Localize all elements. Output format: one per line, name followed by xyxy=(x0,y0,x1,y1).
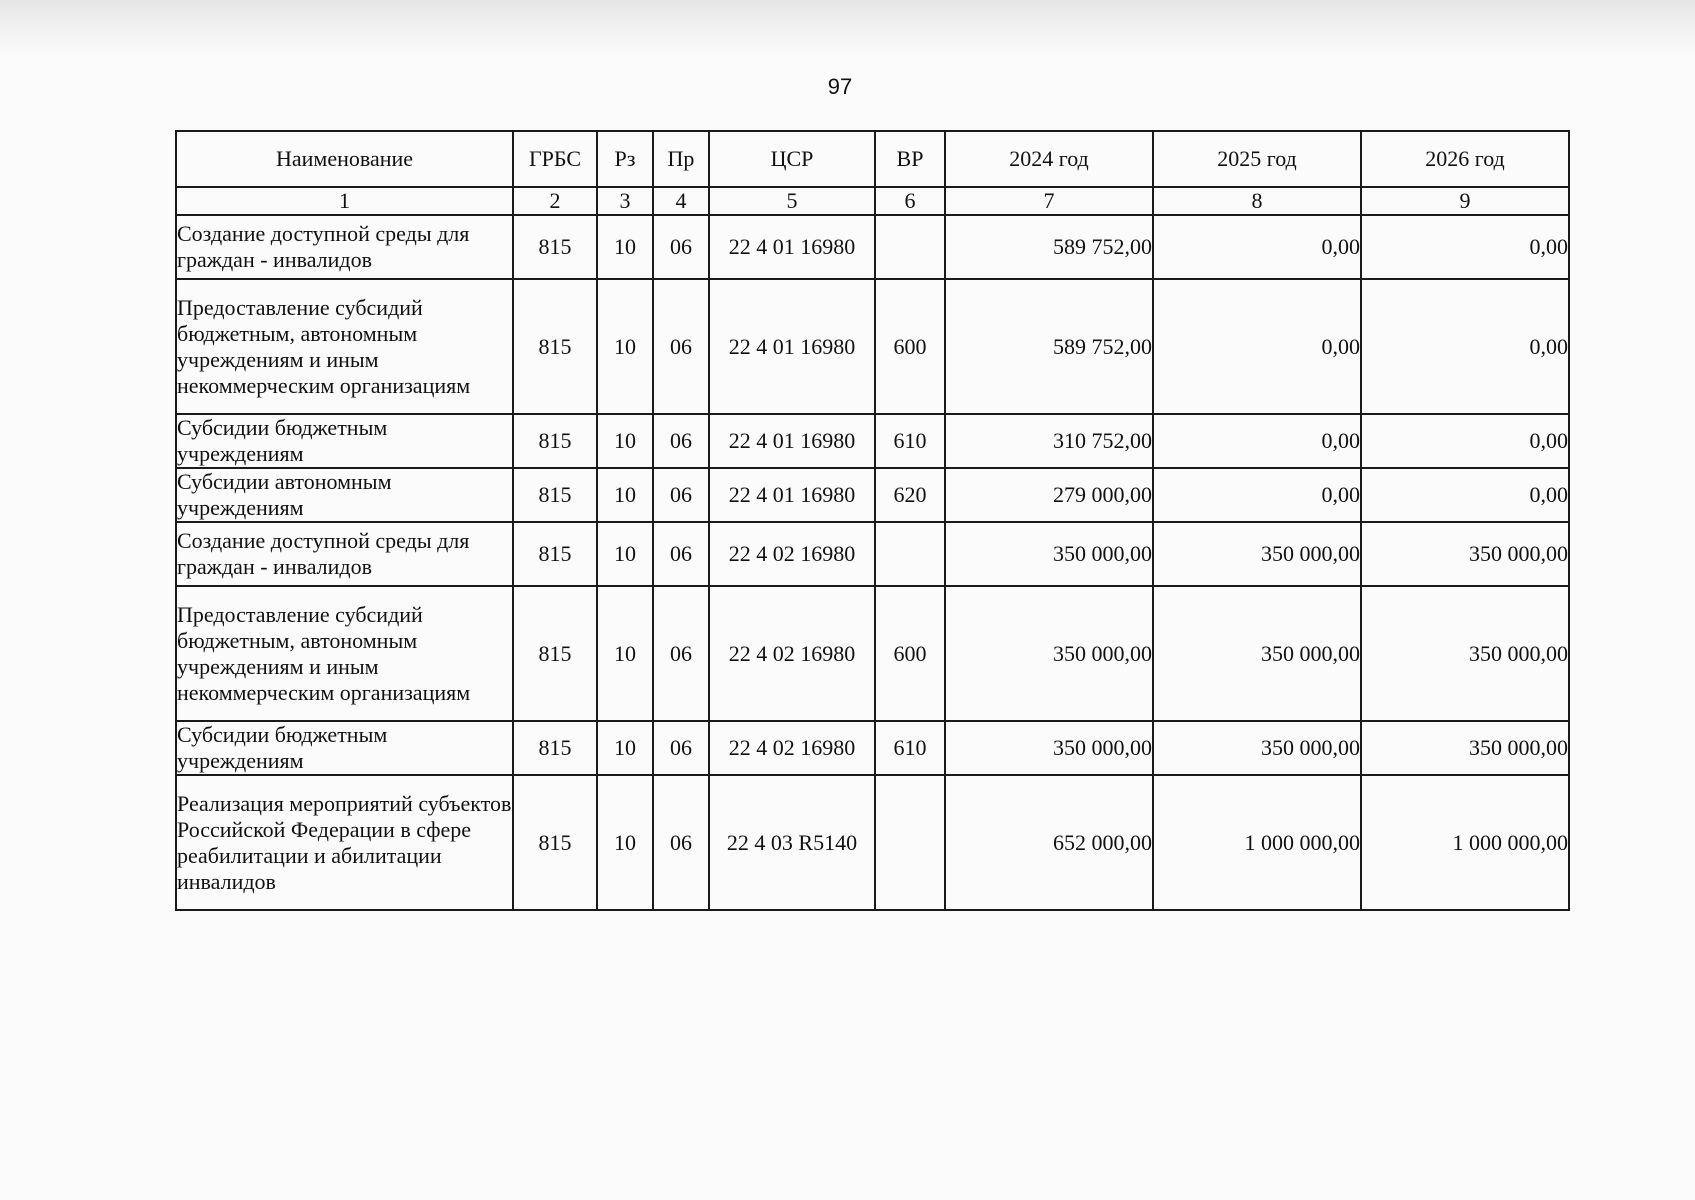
table-row xyxy=(176,468,1569,522)
row-csr: 22 4 02 16980 xyxy=(709,522,875,586)
row-name: Предоставление субсидий бюджетным, автономным учреждениям и иным некоммерческим организациям xyxy=(176,279,513,414)
row-2025: 350 000,00 xyxy=(1153,522,1361,586)
row-2025: 0,00 xyxy=(1153,279,1361,414)
row-grbs: 815 xyxy=(513,215,597,279)
row-pr: 06 xyxy=(653,468,709,522)
row-2025: 0,00 xyxy=(1153,414,1361,468)
row-vr: 610 xyxy=(875,414,945,468)
row-name: Создание доступной среды для граждан - инвалидов xyxy=(176,522,513,586)
row-name: Субсидии автономным учреждениям xyxy=(176,468,513,522)
row-2024: 279 000,00 xyxy=(945,468,1153,522)
column-number: 4 xyxy=(653,187,709,215)
row-2025: 0,00 xyxy=(1153,215,1361,279)
row-csr: 22 4 01 16980 xyxy=(709,468,875,522)
header-csr: ЦСР xyxy=(709,131,875,187)
row-csr: 22 4 02 16980 xyxy=(709,586,875,721)
row-grbs: 815 xyxy=(513,414,597,468)
header-vr: ВР xyxy=(875,131,945,187)
row-csr: 22 4 01 16980 xyxy=(709,414,875,468)
row-pr: 06 xyxy=(653,414,709,468)
row-name: Реализация мероприятий субъектов Российской Федерации в сфере реабилитации и абилитации инвалидов xyxy=(176,775,513,910)
row-2024: 589 752,00 xyxy=(945,215,1153,279)
row-grbs: 815 xyxy=(513,468,597,522)
row-csr: 22 4 02 16980 xyxy=(709,721,875,775)
row-grbs: 815 xyxy=(513,775,597,910)
table-row xyxy=(176,522,1569,586)
row-2024: 652 000,00 xyxy=(945,775,1153,910)
row-grbs: 815 xyxy=(513,522,597,586)
header-pr: Пр xyxy=(653,131,709,187)
column-number: 7 xyxy=(945,187,1153,215)
header-2026: 2026 год xyxy=(1361,131,1569,187)
row-vr: 600 xyxy=(875,279,945,414)
row-grbs: 815 xyxy=(513,279,597,414)
row-rz: 10 xyxy=(597,414,653,468)
row-csr: 22 4 01 16980 xyxy=(709,215,875,279)
row-rz: 10 xyxy=(597,468,653,522)
table-row xyxy=(176,775,1569,910)
row-2025: 350 000,00 xyxy=(1153,586,1361,721)
row-2025: 1 000 000,00 xyxy=(1153,775,1361,910)
row-vr xyxy=(875,215,945,279)
header-2024: 2024 год xyxy=(945,131,1153,187)
row-rz: 10 xyxy=(597,215,653,279)
column-number-row xyxy=(176,187,1569,215)
row-vr: 610 xyxy=(875,721,945,775)
row-2024: 350 000,00 xyxy=(945,721,1153,775)
budget-table xyxy=(175,130,1570,911)
column-number: 3 xyxy=(597,187,653,215)
row-vr: 600 xyxy=(875,586,945,721)
table-row xyxy=(176,279,1569,414)
page-number: 97 xyxy=(827,74,853,99)
row-vr xyxy=(875,522,945,586)
row-2026: 350 000,00 xyxy=(1361,721,1569,775)
row-2025: 0,00 xyxy=(1153,468,1361,522)
row-2026: 350 000,00 xyxy=(1361,586,1569,721)
row-pr: 06 xyxy=(653,279,709,414)
row-name: Предоставление субсидий бюджетным, автономным учреждениям и иным некоммерческим организациям xyxy=(176,586,513,721)
header-row xyxy=(176,131,1569,187)
column-number: 1 xyxy=(176,187,513,215)
row-name: Субсидии бюджетным учреждениям xyxy=(176,414,513,468)
row-2026: 0,00 xyxy=(1361,414,1569,468)
row-2026: 0,00 xyxy=(1361,468,1569,522)
row-csr: 22 4 03 R5140 xyxy=(709,775,875,910)
row-2026: 350 000,00 xyxy=(1361,522,1569,586)
column-number: 9 xyxy=(1361,187,1569,215)
row-rz: 10 xyxy=(597,721,653,775)
row-2024: 589 752,00 xyxy=(945,279,1153,414)
row-2026: 0,00 xyxy=(1361,279,1569,414)
row-rz: 10 xyxy=(597,522,653,586)
row-2024: 350 000,00 xyxy=(945,586,1153,721)
column-number: 2 xyxy=(513,187,597,215)
row-name: Создание доступной среды для граждан - инвалидов xyxy=(176,215,513,279)
column-number: 5 xyxy=(709,187,875,215)
row-2026: 1 000 000,00 xyxy=(1361,775,1569,910)
row-grbs: 815 xyxy=(513,586,597,721)
header-name: Наименование xyxy=(176,131,513,187)
row-pr: 06 xyxy=(653,775,709,910)
table-row xyxy=(176,586,1569,721)
row-pr: 06 xyxy=(653,586,709,721)
row-grbs: 815 xyxy=(513,721,597,775)
row-2026: 0,00 xyxy=(1361,215,1569,279)
row-rz: 10 xyxy=(597,775,653,910)
row-2024: 310 752,00 xyxy=(945,414,1153,468)
table-row xyxy=(176,721,1569,775)
row-rz: 10 xyxy=(597,586,653,721)
row-2024: 350 000,00 xyxy=(945,522,1153,586)
table-row xyxy=(176,215,1569,279)
column-number: 8 xyxy=(1153,187,1361,215)
table-row xyxy=(176,414,1569,468)
row-vr: 620 xyxy=(875,468,945,522)
row-2025: 350 000,00 xyxy=(1153,721,1361,775)
row-csr: 22 4 01 16980 xyxy=(709,279,875,414)
row-pr: 06 xyxy=(653,215,709,279)
row-name: Субсидии бюджетным учреждениям xyxy=(176,721,513,775)
row-rz: 10 xyxy=(597,279,653,414)
scan-shadow xyxy=(0,0,1695,58)
row-pr: 06 xyxy=(653,721,709,775)
header-grbs: ГРБС xyxy=(513,131,597,187)
row-vr xyxy=(875,775,945,910)
header-2025: 2025 год xyxy=(1153,131,1361,187)
header-rz: Рз xyxy=(597,131,653,187)
column-number: 6 xyxy=(875,187,945,215)
row-pr: 06 xyxy=(653,522,709,586)
